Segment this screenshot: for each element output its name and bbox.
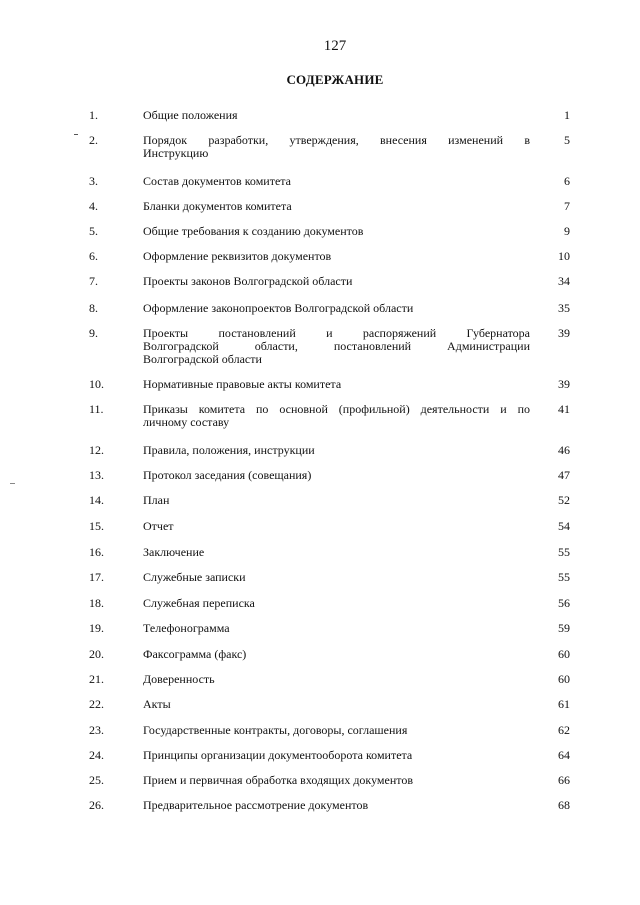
toc-entry-page: 5 [564,133,570,147]
toc-entry-page: 7 [564,199,570,213]
toc-entry-number: 25. [89,773,104,787]
toc-entry-title-line: Волгоградской области [143,352,262,366]
toc-entry-page: 61 [558,697,570,711]
toc-entry-title [143,799,530,812]
toc-entry-number: 6. [89,249,98,263]
toc-entry-title-line: План [143,493,170,507]
toc-entry-title-line: Правила, положения, инструкции [143,443,315,457]
toc-entry-number: 1. [89,108,98,122]
toc-entry-page: 39 [558,326,570,340]
toc-entry-title-line: Общие положения [143,108,238,122]
toc-entry-number: 16. [89,545,104,559]
toc-entry-page: 68 [558,798,570,812]
toc-entry-title-line: Акты [143,697,171,711]
toc-entry-page: 46 [558,443,570,457]
toc-entry-page: 9 [564,224,570,238]
toc-entry-number: 12. [89,443,104,457]
toc-entry-page: 35 [558,301,570,315]
toc-entry-number: 4. [89,199,98,213]
scan-mark [74,134,78,135]
toc-entry-title-line: Проекты законов Волгоградской области [143,274,353,288]
toc-entry-title-line: Доверенность [143,672,215,686]
toc-entry-title [143,546,530,559]
toc-entry-title [143,597,530,610]
toc-entry-page: 59 [558,621,570,635]
toc-entry-number: 21. [89,672,104,686]
toc-entry-number: 26. [89,798,104,812]
toc-entry-title [143,250,530,263]
toc-entry-title [143,275,530,288]
toc-entry-title [143,469,530,482]
toc-entry-number: 23. [89,723,104,737]
toc-entry-page: 1 [564,108,570,122]
toc-entry-number: 8. [89,301,98,315]
toc-title: СОДЕРЖАНИЕ [286,72,384,87]
toc-entry-title-line: Нормативные правовые акты комитета [143,377,342,391]
toc-entry-title [143,175,530,188]
toc-entry-number: 20. [89,647,104,661]
toc-entry-number: 22. [89,697,104,711]
toc-entry-title-line: Общие требования к созданию документов [143,224,364,238]
toc-entry-title-line: Инструкцию [143,146,209,160]
toc-entry-title-line: Оформление реквизитов документов [143,249,332,263]
toc-entry-page: 66 [558,773,570,787]
toc-entry-page: 6 [564,174,570,188]
toc-entry-title [143,444,530,457]
toc-entry-page: 55 [558,570,570,584]
toc-entry-number: 17. [89,570,104,584]
toc-entry-title [143,622,530,635]
toc-entry-number: 14. [89,493,104,507]
toc-entry-number: 7. [89,274,98,288]
toc-entry-title [143,520,530,533]
toc-entry-page: 39 [558,377,570,391]
toc-entry-page: 56 [558,596,570,610]
toc-entry-page: 41 [558,402,570,416]
toc-entry-title-line: Служебная переписка [143,596,255,610]
toc-entry-page: 10 [558,249,570,263]
toc-entry-title [143,378,530,391]
toc-entry-title [143,327,530,366]
toc-entry-number: 3. [89,174,98,188]
toc-entry-title-line: Бланки документов комитета [143,199,292,213]
toc-entry-number: 15. [89,519,104,533]
toc-entry-number: 5. [89,224,98,238]
toc-entry-title [143,749,530,762]
toc-entry-number: 24. [89,748,104,762]
page-number: 127 [323,38,347,54]
toc-entry-title-line: Состав документов комитета [143,174,292,188]
toc-entry-number: 2. [89,133,98,147]
toc-entry-number: 11. [89,402,104,416]
toc-entry-title-line: Отчет [143,519,174,533]
toc-entry-page: 34 [558,274,570,288]
toc-entry-title [143,134,530,160]
toc-entry-number: 19. [89,621,104,635]
toc-entry-title-line: Принципы организации документооборота комитета [143,748,413,762]
toc-entry-page: 60 [558,647,570,661]
toc-entry-title [143,200,530,213]
toc-entry-title-line: Приказы комитета по основной (профильной) деятельности и по [143,402,530,416]
toc-entry-title [143,724,530,737]
toc-entry-title [143,774,530,787]
toc-entry-number: 18. [89,596,104,610]
toc-entry-title [143,648,530,661]
toc-entry-title-line: Предварительное рассмотрение документов [143,798,369,812]
toc-entry-title-line: Оформление законопроектов Волгоградской области [143,301,414,315]
toc-entry-title-line: Телефонограмма [143,621,230,635]
toc-entry-page: 52 [558,493,570,507]
toc-entry-title-line: Служебные записки [143,570,246,584]
toc-entry-title [143,302,530,315]
toc-entry-title [143,403,530,429]
toc-entry-title-line: Порядок разработки, утверждения, внесения изменений в [143,133,530,147]
toc-entry-number: 13. [89,468,104,482]
toc-entry-page: 64 [558,748,570,762]
toc-entry-number: 9. [89,326,98,340]
toc-entry-title-line: Прием и первичная обработка входящих документов [143,773,414,787]
toc-entry-title [143,109,530,122]
toc-entry-title [143,494,530,507]
toc-entry-title [143,698,530,711]
toc-entry-title-line: личному составу [143,415,230,429]
toc-entry-page: 62 [558,723,570,737]
scan-mark [10,483,15,484]
toc-entry-page: 54 [558,519,570,533]
toc-entry-page: 55 [558,545,570,559]
toc-entry-title [143,571,530,584]
toc-entry-title [143,673,530,686]
toc-entry-title [143,225,530,238]
toc-entry-title-line: Волгоградской области, постановлений Администрации [143,339,530,353]
toc-entry-title-line: Государственные контракты, договоры, соглашения [143,723,408,737]
toc-entry-title-line: Заключение [143,545,205,559]
toc-entry-title-line: Протокол заседания (совещания) [143,468,312,482]
toc-entry-page: 47 [558,468,570,482]
toc-entry-title-line: Факсограмма (факс) [143,647,247,661]
toc-entry-title-line: Проекты постановлений и распоряжений Губернатора [143,326,530,340]
toc-entry-number: 10. [89,377,104,391]
toc-entry-page: 60 [558,672,570,686]
